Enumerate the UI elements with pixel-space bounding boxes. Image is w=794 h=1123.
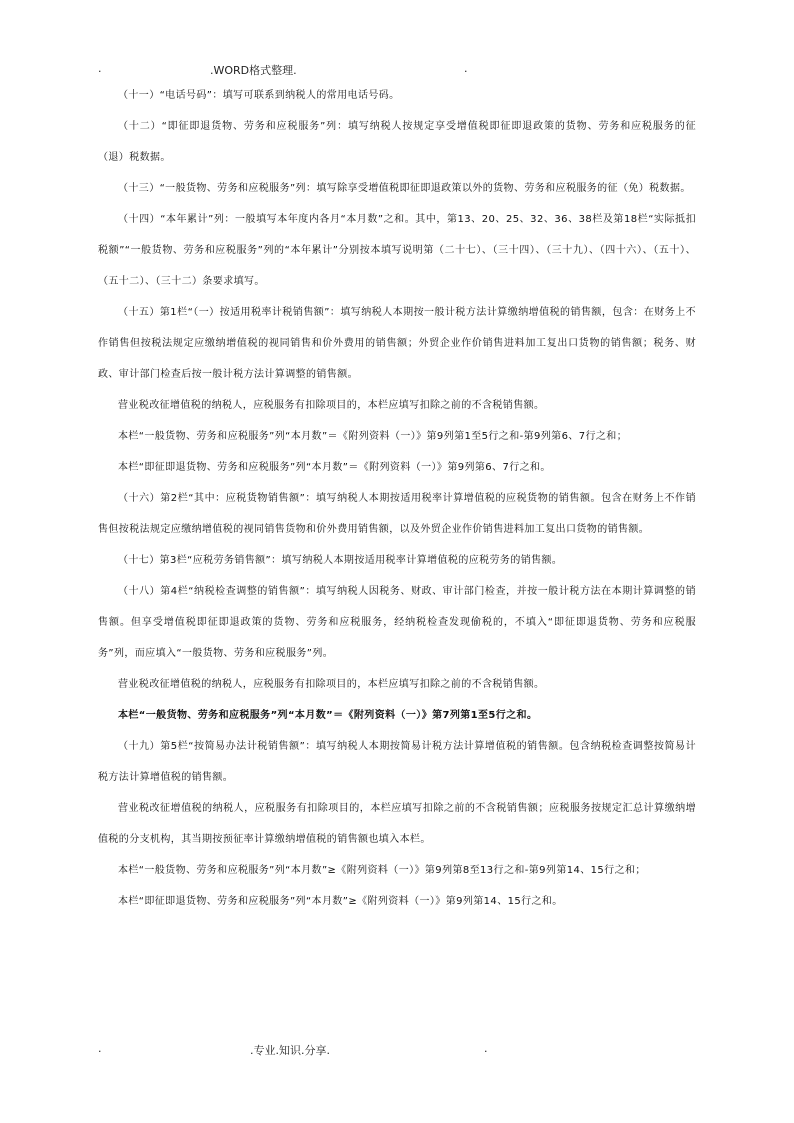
page-header bbox=[98, 62, 478, 80]
paragraph-15-general: 本栏“一般货物、劳务和应税服务”列“本月数”＝《附列资料（一）》第9列第1至5行之和-第9列第6、7行之和； bbox=[118, 431, 628, 442]
paragraph-19-refund: 本栏“即征即退货物、劳务和应税服务”列“本月数”≥《附列资料（一）》第9列第14、15行之和。 bbox=[118, 896, 563, 907]
paragraph-16: （十六）第2栏“其中：应税货物销售额”：填写纳税人本期按适用税率计算增值税的应税货物的销售额。包含在财务上不作销售但按税法规定应缴纳增值税的视同销售货物和价外费用销售额，以及外贸企业作价销售进料加工复出口货物的销售额。 bbox=[98, 493, 696, 535]
paragraph-19-general: 本栏“一般货物、劳务和应税服务”列“本月数”≥《附列资料（一）》第9列第8至13行之和-第9列第14、15行之和； bbox=[118, 865, 646, 876]
paragraph-18: （十八）第4栏“纳税检查调整的销售额”：填写纳税人因税务、财政、审计部门检查，并按一般计税方法在本期计算调整的销售额。但享受增值税即征即退政策的货物、劳务和应税服务，经纳税检查发现偷税的，不填入“即征即退货物、劳务和应税服务”列，而应填入“一般货物、劳务和应税服务”列。 bbox=[98, 586, 696, 659]
paragraph-15-refund: 本栏“即征即退货物、劳务和应税服务”列“本月数”＝《附列资料（一）》第9列第6、7行之和。 bbox=[118, 462, 551, 473]
paragraph-19: （十九）第5栏“按简易办法计税销售额”：填写纳税人本期按简易计税方法计算增值税的销售额。包含纳税检查调整按简易计税方法计算增值税的销售额。 bbox=[98, 741, 696, 783]
paragraph-17: （十七）第3栏“应税劳务销售额”：填写纳税人本期按适用税率计算增值税的应税劳务的销售额。 bbox=[118, 555, 563, 566]
paragraph-11: （十一）“电话号码”：填写可联系到纳税人的常用电话号码。 bbox=[118, 90, 400, 101]
footer-left-mark: . bbox=[98, 1042, 102, 1055]
paragraph-18-general: 本栏“一般货物、劳务和应税服务”列“本月数”＝《附列资料（一）》第7列第1至5行之和。 bbox=[118, 710, 538, 721]
paragraph-19-note: 营业税改征增值税的纳税人，应税服务有扣除项目的，本栏应填写扣除之前的不含税销售额；应税服务按规定汇总计算缴纳增值税的分支机构，其当期按预征率计算缴纳增值税的销售额也填入本栏。 bbox=[98, 803, 696, 845]
header-title: .WORD格式整理. bbox=[210, 64, 297, 77]
footer-text: .专业.知识.分享. bbox=[250, 1044, 330, 1057]
paragraph-15-note: 营业税改征增值税的纳税人，应税服务有扣除项目的，本栏应填写扣除之前的不含税销售额。 bbox=[118, 400, 545, 411]
paragraph-12: （十二）“即征即退货物、劳务和应税服务”列：填写纳税人按规定享受增值税即征即退政策的货物、劳务和应税服务的征（退）税数据。 bbox=[98, 121, 696, 163]
header-left-mark: . bbox=[98, 62, 102, 75]
paragraph-13: （十三）“一般货物、劳务和应税服务”列：填写除享受增值税即征即退政策以外的货物、劳务和应税服务的征（免）税数据。 bbox=[118, 183, 691, 194]
footer-right-mark: . bbox=[484, 1042, 488, 1055]
paragraph-15: （十五）第1栏“（一）按适用税率计税销售额”：填写纳税人本期按一般计税方法计算缴纳增值税的销售额，包含：在财务上不作销售但按税法规定应缴纳增值税的视同销售和价外费用的销售额；外贸企业作价销售进料加工复出口货物的销售额；税务、财政、审计部门检查后按一般计税方法计算调整的销售额。 bbox=[98, 307, 696, 380]
paragraph-18-note: 营业税改征增值税的纳税人，应税服务有扣除项目的，本栏应填写扣除之前的不含税销售额。 bbox=[118, 679, 545, 690]
document-body bbox=[98, 80, 696, 917]
header-right-mark: . bbox=[464, 62, 468, 75]
page-footer bbox=[98, 1042, 488, 1060]
paragraph-14: （十四）“本年累计”列：一般填写本年度内各月“本月数”之和。其中，第13、20、25、32、36、38栏及第18栏“实际抵扣税额”“一般货物、劳务和应税服务”列的“本年累计”分别按本填写说明第（二十七）、（三十四）、（三十九）、（四十六）、（五十）、（五十二）、（三十二）条要求填写。 bbox=[98, 214, 696, 287]
